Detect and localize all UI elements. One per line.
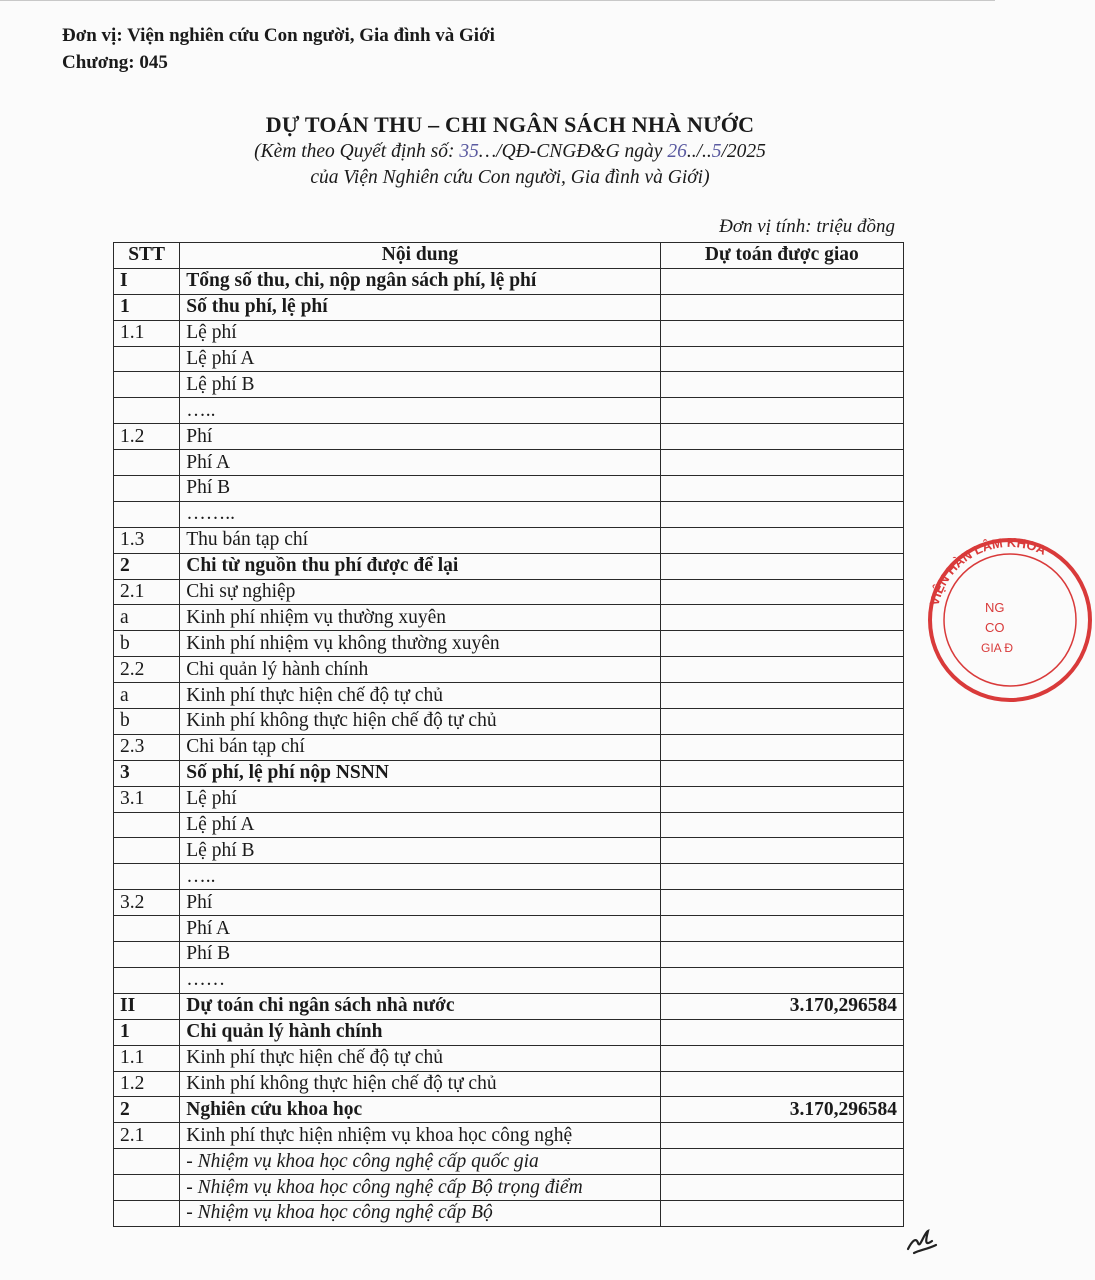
decision-month: 5 [711, 141, 722, 162]
amount-cell [660, 1149, 903, 1175]
table-row [114, 1175, 904, 1201]
stt-cell [114, 1200, 180, 1226]
stt-cell: 1.2 [114, 424, 180, 450]
amount-cell [660, 553, 903, 579]
stt-cell: b [114, 709, 180, 735]
content-cell: Lệ phí A [180, 812, 660, 838]
content-cell: Tổng số thu, chi, nộp ngân sách phí, lệ phí [180, 268, 660, 294]
stt-cell [114, 476, 180, 502]
amount-cell [660, 838, 903, 864]
table-row [114, 605, 904, 631]
initials-signature [902, 1223, 942, 1257]
table-row [114, 993, 904, 1019]
table-row [114, 864, 904, 890]
table-row [114, 1045, 904, 1071]
content-cell: Kinh phí nhiệm vụ không thường xuyên [180, 631, 660, 657]
stt-cell [114, 812, 180, 838]
decision-year: /2025 [721, 141, 766, 162]
table-row [114, 1071, 904, 1097]
amount-cell [660, 476, 903, 502]
amount-cell [660, 527, 903, 553]
table-row [114, 812, 904, 838]
amount-cell [660, 372, 903, 398]
amount-cell: 3.170,296584 [660, 993, 903, 1019]
content-cell: Chi từ nguồn thu phí được để lại [180, 553, 660, 579]
content-cell: Kinh phí thực hiện chế độ tự chủ [180, 1045, 660, 1071]
amount-cell [660, 1019, 903, 1045]
decision-number: 35 [459, 141, 479, 162]
content-cell: Kinh phí không thực hiện chế độ tự chủ [180, 709, 660, 735]
unit-line: Đơn vị: Viện nghiên cứu Con người, Gia đình và Giới [62, 25, 495, 46]
table-row [114, 424, 904, 450]
content-cell: Kinh phí nhiệm vụ thường xuyên [180, 605, 660, 631]
table-row [114, 450, 904, 476]
stt-cell [114, 916, 180, 942]
amount-cell [660, 864, 903, 890]
amount-cell [660, 605, 903, 631]
stt-cell: 2 [114, 1097, 180, 1123]
amount-cell [660, 398, 903, 424]
header-content: Nội dung [180, 243, 660, 269]
content-cell: Chi quản lý hành chính [180, 1019, 660, 1045]
stt-cell [114, 398, 180, 424]
table-row [114, 346, 904, 372]
amount-cell [660, 631, 903, 657]
table-row [114, 760, 904, 786]
stt-cell: 1.1 [114, 320, 180, 346]
table-row [114, 967, 904, 993]
stt-cell [114, 346, 180, 372]
content-cell: Phí [180, 424, 660, 450]
table-header-row [114, 243, 904, 269]
stt-cell [114, 1149, 180, 1175]
content-cell: Chi bán tạp chí [180, 734, 660, 760]
amount-cell [660, 967, 903, 993]
table-row [114, 294, 904, 320]
content-cell: Thu bán tạp chí [180, 527, 660, 553]
table-row [114, 501, 904, 527]
amount-cell [660, 709, 903, 735]
amount-cell [660, 1123, 903, 1149]
stamp-line-3: GIA Đ [981, 641, 1014, 655]
content-cell: Số thu phí, lệ phí [180, 294, 660, 320]
amount-cell [660, 1071, 903, 1097]
budget-table [113, 242, 904, 1227]
content-cell: Nghiên cứu khoa học [180, 1097, 660, 1123]
stt-cell: a [114, 683, 180, 709]
decision-day: 26 [667, 141, 687, 162]
content-cell: Chi sự nghiệp [180, 579, 660, 605]
stt-cell [114, 450, 180, 476]
amount-cell [660, 1045, 903, 1071]
content-cell: Phí B [180, 942, 660, 968]
stt-cell [114, 942, 180, 968]
decision-reference [0, 141, 1020, 163]
table-row [114, 1019, 904, 1045]
stamp-line-2: CO [985, 620, 1005, 635]
content-cell: Phí B [180, 476, 660, 502]
amount-cell: 3.170,296584 [660, 1097, 903, 1123]
amount-cell [660, 501, 903, 527]
content-cell: - Nhiệm vụ khoa học công nghệ cấp Bộ trọng điểm [180, 1175, 660, 1201]
content-cell: Chi quản lý hành chính [180, 657, 660, 683]
stt-cell: 2.2 [114, 657, 180, 683]
chapter-line: Chương: 045 [62, 52, 168, 73]
content-cell: - Nhiệm vụ khoa học công nghệ cấp Bộ [180, 1200, 660, 1226]
table-row [114, 916, 904, 942]
content-cell: Số phí, lệ phí nộp NSNN [180, 760, 660, 786]
stt-cell [114, 372, 180, 398]
table-row [114, 1149, 904, 1175]
content-cell: Kinh phí không thực hiện chế độ tự chủ [180, 1071, 660, 1097]
decision-prefix: (Kèm theo Quyết định số: [254, 141, 460, 162]
content-cell: …… [180, 967, 660, 993]
table-row [114, 890, 904, 916]
content-cell: Lệ phí A [180, 346, 660, 372]
content-cell: Kinh phí thực hiện chế độ tự chủ [180, 683, 660, 709]
stt-cell [114, 967, 180, 993]
table-row [114, 683, 904, 709]
stt-cell: 1.1 [114, 1045, 180, 1071]
header-stt: STT [114, 243, 180, 269]
stt-cell: 2.3 [114, 734, 180, 760]
table-row [114, 398, 904, 424]
amount-cell [660, 942, 903, 968]
amount-cell [660, 268, 903, 294]
unit-of-measure-note: Đơn vị tính: triệu đồng [719, 216, 895, 237]
amount-cell [660, 786, 903, 812]
amount-cell [660, 1175, 903, 1201]
content-cell: Phí A [180, 916, 660, 942]
table-row [114, 709, 904, 735]
amount-cell [660, 812, 903, 838]
table-row [114, 579, 904, 605]
decision-sep: ../.. [686, 141, 712, 162]
amount-cell [660, 683, 903, 709]
table-row [114, 734, 904, 760]
amount-cell [660, 579, 903, 605]
table-row [114, 786, 904, 812]
table-row [114, 657, 904, 683]
table-row [114, 268, 904, 294]
amount-cell [660, 1200, 903, 1226]
amount-cell [660, 916, 903, 942]
amount-cell [660, 294, 903, 320]
content-cell: Lệ phí [180, 786, 660, 812]
amount-cell [660, 424, 903, 450]
content-cell: ….. [180, 864, 660, 890]
table-row [114, 631, 904, 657]
content-cell: ….. [180, 398, 660, 424]
table-row [114, 527, 904, 553]
content-cell: Lệ phí [180, 320, 660, 346]
table-body [114, 268, 904, 1226]
amount-cell [660, 346, 903, 372]
stamp-line-1: NG [985, 600, 1005, 615]
amount-cell [660, 734, 903, 760]
issuer-line: của Viện Nghiên cứu Con người, Gia đình và Giới) [310, 167, 710, 188]
stt-cell: 3.1 [114, 786, 180, 812]
content-cell: …….. [180, 501, 660, 527]
amount-cell [660, 890, 903, 916]
table-row [114, 372, 904, 398]
page-top-edge [0, 0, 995, 1]
amount-cell [660, 760, 903, 786]
amount-cell [660, 450, 903, 476]
content-cell: Phí [180, 890, 660, 916]
stt-cell: 1 [114, 294, 180, 320]
stt-cell: b [114, 631, 180, 657]
content-cell: Phí A [180, 450, 660, 476]
stt-cell: 3 [114, 760, 180, 786]
table-row [114, 1097, 904, 1123]
stt-cell: 2 [114, 553, 180, 579]
amount-cell [660, 320, 903, 346]
table-row [114, 320, 904, 346]
stt-cell: 3.2 [114, 890, 180, 916]
table-row [114, 476, 904, 502]
stt-cell [114, 501, 180, 527]
stt-cell: 1 [114, 1019, 180, 1045]
content-cell: - Nhiệm vụ khoa học công nghệ cấp quốc gia [180, 1149, 660, 1175]
table-row [114, 1200, 904, 1226]
table-row [114, 942, 904, 968]
content-cell: Lệ phí B [180, 372, 660, 398]
stt-cell: 2.1 [114, 1123, 180, 1149]
stt-cell: 2.1 [114, 579, 180, 605]
document-title: DỰ TOÁN THU – CHI NGÂN SÁCH NHÀ NƯỚC [265, 112, 755, 137]
table-row [114, 553, 904, 579]
content-cell: Dự toán chi ngân sách nhà nước [180, 993, 660, 1019]
stt-cell: 1.3 [114, 527, 180, 553]
red-seal-stamp [925, 535, 1095, 705]
stt-cell [114, 1175, 180, 1201]
amount-cell [660, 657, 903, 683]
svg-text:VIỆN HÀN LÂM KHOA [927, 535, 1050, 607]
stt-cell: a [114, 605, 180, 631]
stt-cell [114, 864, 180, 890]
table-row [114, 1123, 904, 1149]
stt-cell: 1.2 [114, 1071, 180, 1097]
stt-cell: I [114, 268, 180, 294]
header-amount: Dự toán được giao [660, 243, 903, 269]
document-header [62, 22, 495, 76]
table-row [114, 838, 904, 864]
stt-cell: II [114, 993, 180, 1019]
content-cell: Lệ phí B [180, 838, 660, 864]
content-cell: Kinh phí thực hiện nhiệm vụ khoa học công nghệ [180, 1123, 660, 1149]
stt-cell [114, 838, 180, 864]
decision-mid: …/QĐ-CNGĐ&G ngày [478, 141, 668, 162]
stamp-ring-text: VIỆN HÀN LÂM KHOA [926, 535, 1049, 608]
